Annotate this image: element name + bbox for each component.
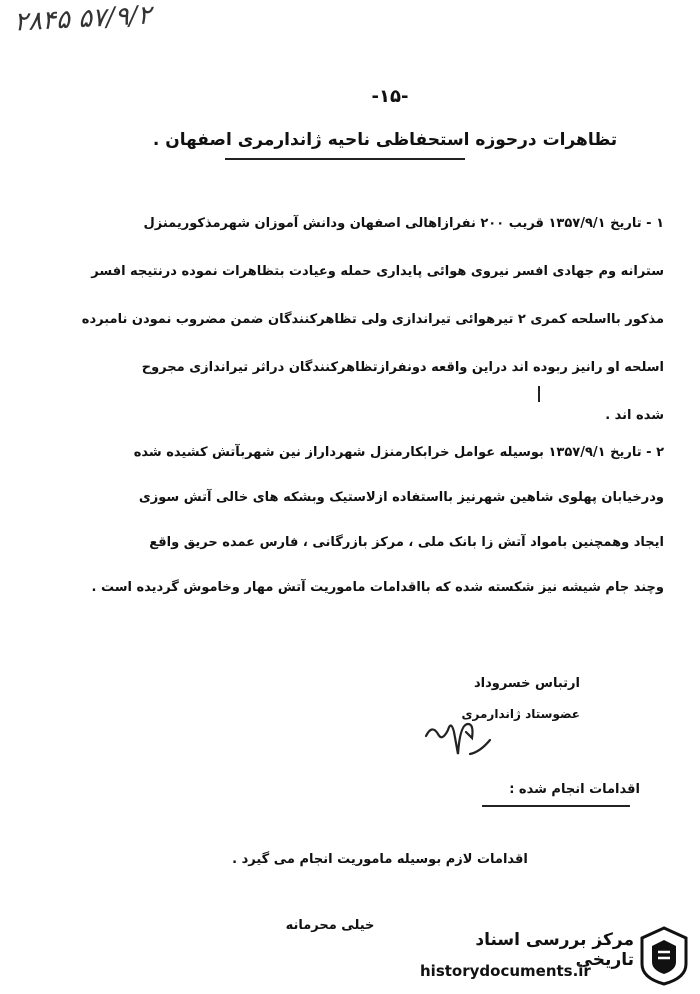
paragraph-line: شده اند . — [605, 408, 664, 423]
paragraph-line: ایجاد وهمچنین بامواد آتش زا بانک ملی ، مرکز بازرگانی ، فارس عمده حریق واقع — [149, 535, 664, 550]
watermark-url: historydocuments.ir — [420, 962, 591, 980]
paragraph-line: ۱ - تاریخ ۱۳۵۷/۹/۱ قریب ۲۰۰ نفرازاهالی اصفهان ودانش آموزان شهرمذکوریمنزل — [143, 216, 664, 231]
handwritten-reference-number: ۵۷/۹/۲ ۲۸۴۵ — [13, 0, 153, 38]
paragraph-line: ۲ - تاریخ ۱۳۵۷/۹/۱ بوسیله عوامل خرابکارمنزل شهرداراز نین شهربآتش کشیده شده — [133, 445, 664, 460]
paragraph-2 — [54, 430, 664, 610]
watermark — [420, 922, 696, 992]
watermark-text: مرکز بررسی اسناد تاریخی — [475, 930, 634, 970]
paragraph-line: وچند جام شیشه نیز شکسته شده که بااقدامات ماموریت آتش مهار وخاموش گردیده است . — [91, 580, 664, 595]
paragraph-line: سترانه وم جهادی افسر نیروی هوائی پایداری حمله وعیادت بتظاهرات نموده درنتیجه افسر — [91, 264, 664, 279]
paragraph-line: مذکور بااسلحه کمری ۲ تیرهوائی تیراندازی ولی تظاهرکنندگان ضمن مضروب نمودن نامبرده — [81, 312, 664, 327]
margin-mark — [538, 386, 540, 402]
page-number: -۱۵- — [371, 86, 409, 107]
paragraph-line: اسلحه او رانیز ربوده اند دراین واقعه دونفرازتظاهرکنندگان دراثر تیراندازی مجروح — [141, 360, 664, 375]
archive-logo-icon — [636, 924, 692, 986]
actions-text: اقدامات لازم بوسیله ماموریت انجام می گیرد . — [232, 852, 528, 867]
document-title: تظاهرات درحوزه استحفاظی ناحیه ژاندارمری اصفهان . — [152, 130, 618, 150]
classification-label: خیلی محرمانه — [285, 918, 375, 933]
handwritten-signature — [418, 706, 498, 766]
actions-label: اقدامات انجام شده : — [509, 782, 640, 797]
signatory-name: ارتباس خسروداد — [473, 676, 580, 691]
actions-underline — [482, 805, 630, 807]
paragraph-1 — [54, 200, 664, 440]
signatory-title: عضوستاد ژاندارمری — [461, 707, 580, 721]
paragraph-line: ودرخیابان پهلوی شاهین شهرنیز بااستفاده ازلاستیک وبشکه های خالی آتش سوزی — [138, 490, 664, 505]
title-underline — [225, 158, 465, 160]
